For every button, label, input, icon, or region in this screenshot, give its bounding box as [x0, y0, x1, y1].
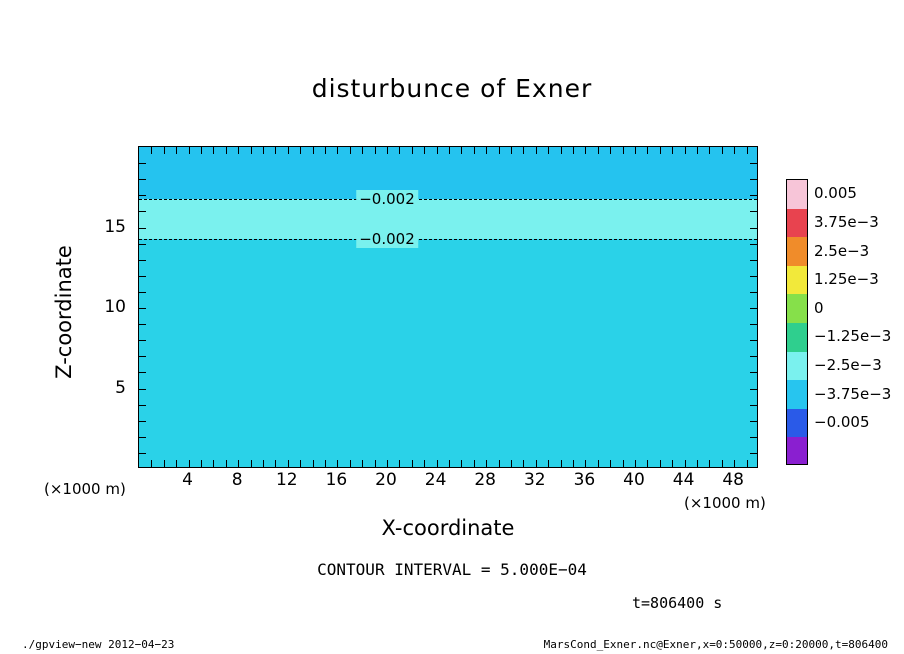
axis-tick [300, 460, 301, 467]
contour-value-label: −0.002 [356, 190, 418, 208]
axis-tick [449, 147, 450, 154]
axis-tick [437, 147, 438, 154]
axis-tick [474, 460, 475, 467]
x-tick-label: 8 [231, 470, 243, 490]
axis-tick [176, 147, 177, 154]
axis-tick [139, 260, 146, 261]
axis-tick [610, 147, 611, 154]
axis-tick [561, 460, 562, 467]
axis-tick [387, 460, 388, 467]
x-tick-label: 16 [325, 470, 348, 490]
axis-tick [750, 308, 757, 309]
axis-tick [623, 147, 624, 154]
axis-tick [750, 276, 757, 277]
x-axis-units: (×1000 m) [684, 494, 766, 512]
axis-tick [561, 147, 562, 154]
x-axis-label: X-coordinate [381, 516, 515, 540]
axis-tick [461, 147, 462, 154]
axis-tick [424, 460, 425, 467]
axis-tick [139, 340, 146, 341]
axis-tick [598, 147, 599, 154]
axis-tick [660, 460, 661, 467]
contour-interval-label: CONTOUR INTERVAL = 5.000E−04 [317, 560, 587, 579]
y-tick-label: 5 [115, 377, 126, 398]
axis-tick [139, 163, 146, 164]
axis-tick [660, 147, 661, 154]
axis-tick [585, 460, 586, 467]
colorbar-tick-label: 3.75e−3 [814, 212, 879, 231]
axis-tick [709, 460, 710, 467]
axis-tick [263, 147, 264, 154]
axis-tick [275, 147, 276, 154]
colorbar-tick-label: 1.25e−3 [814, 270, 879, 289]
x-tick-label: 44 [672, 470, 695, 490]
axis-tick [375, 147, 376, 154]
colorbar-tick-label: −0.005 [814, 413, 870, 432]
axis-tick [399, 147, 400, 154]
axis-tick [734, 147, 735, 154]
colorbar-tick-label: −1.25e−3 [814, 327, 892, 346]
axis-tick [635, 460, 636, 467]
axis-tick [189, 147, 190, 154]
axis-tick [573, 147, 574, 154]
axis-tick [536, 460, 537, 467]
axis-tick [288, 147, 289, 154]
axis-tick [672, 460, 673, 467]
axis-tick [750, 179, 757, 180]
axis-tick [449, 460, 450, 467]
axis-tick [750, 324, 757, 325]
y-tick-label: 10 [104, 297, 126, 317]
axis-tick [511, 147, 512, 154]
axis-tick [362, 460, 363, 467]
axis-tick [337, 460, 338, 467]
contour-line [139, 239, 757, 240]
axis-tick [437, 460, 438, 467]
x-tick-label: 24 [424, 470, 447, 490]
x-tick-label: 4 [182, 470, 194, 490]
colorbar-cell [787, 266, 807, 295]
axis-tick [598, 460, 599, 467]
axis-tick [151, 460, 152, 467]
axis-tick [139, 276, 146, 277]
axis-tick [623, 460, 624, 467]
contour-band [139, 147, 757, 199]
axis-tick [251, 147, 252, 154]
axis-tick [412, 147, 413, 154]
axis-tick [750, 228, 757, 229]
footer-right-text: MarsCond_Exner.nc@Exner,x=0:50000,z=0:20000,t=806400 [543, 638, 888, 651]
axis-tick [176, 460, 177, 467]
axis-tick [139, 211, 146, 212]
axis-tick [139, 179, 146, 180]
colorbar-cell [787, 352, 807, 381]
z-axis-units: (×1000 m) [44, 480, 126, 498]
axis-tick [734, 460, 735, 467]
axis-tick [750, 437, 757, 438]
axis-tick [486, 460, 487, 467]
axis-tick [536, 147, 537, 154]
axis-tick [750, 195, 757, 196]
axis-tick [750, 260, 757, 261]
y-tick-label: 15 [104, 216, 126, 237]
axis-tick [511, 460, 512, 467]
axis-tick [722, 460, 723, 467]
axis-tick [337, 147, 338, 154]
axis-tick [139, 453, 146, 454]
axis-tick [709, 147, 710, 154]
axis-tick [585, 147, 586, 154]
axis-tick [548, 460, 549, 467]
axis-tick [750, 453, 757, 454]
axis-tick [424, 147, 425, 154]
axis-tick [226, 147, 227, 154]
axis-tick [139, 356, 146, 357]
axis-tick [499, 147, 500, 154]
axis-tick [139, 421, 146, 422]
axis-tick [189, 460, 190, 467]
axis-tick [139, 195, 146, 196]
axis-tick [685, 147, 686, 154]
axis-tick [387, 147, 388, 154]
axis-tick [151, 147, 152, 154]
colorbar-tick-label: 0 [814, 298, 824, 317]
axis-tick [635, 147, 636, 154]
time-label: t=806400 s [632, 594, 723, 612]
axis-tick [164, 147, 165, 154]
axis-tick [139, 308, 146, 309]
colorbar-cell [787, 437, 807, 465]
axis-tick [750, 421, 757, 422]
axis-tick [213, 460, 214, 467]
axis-tick [750, 340, 757, 341]
axis-tick [139, 244, 146, 245]
axis-tick [139, 228, 146, 229]
contour-band [139, 199, 757, 239]
axis-tick [288, 460, 289, 467]
x-tick-label: 36 [573, 470, 596, 490]
axis-tick [238, 460, 239, 467]
colorbar-tick-label: 0.005 [814, 184, 857, 203]
footer-left-text: ./gpview−new 2012−04−23 [22, 638, 175, 651]
axis-tick [325, 460, 326, 467]
axis-tick [275, 460, 276, 467]
axis-tick [362, 147, 363, 154]
axis-tick [213, 147, 214, 154]
axis-tick [647, 460, 648, 467]
axis-tick [201, 460, 202, 467]
axis-tick [750, 211, 757, 212]
contour-value-label: −0.002 [356, 230, 418, 248]
axis-tick [672, 147, 673, 154]
axis-tick [685, 460, 686, 467]
axis-tick [139, 324, 146, 325]
axis-tick [474, 147, 475, 154]
axis-tick [226, 460, 227, 467]
axis-tick [573, 460, 574, 467]
colorbar-cell [787, 180, 807, 209]
axis-tick [238, 147, 239, 154]
axis-tick [750, 389, 757, 390]
x-tick-label: 40 [623, 470, 645, 490]
colorbar-cell [787, 209, 807, 238]
colorbar-cell [787, 380, 807, 409]
contour-band [139, 239, 757, 468]
axis-tick [313, 460, 314, 467]
colorbar-cell [787, 323, 807, 352]
axis-tick [139, 405, 146, 406]
axis-tick [697, 460, 698, 467]
axis-tick [139, 292, 146, 293]
colorbar-cell [787, 237, 807, 266]
plot-area [138, 146, 758, 468]
axis-tick [499, 460, 500, 467]
axis-tick [139, 437, 146, 438]
axis-tick [263, 460, 264, 467]
axis-tick [164, 460, 165, 467]
axis-tick [139, 372, 146, 373]
x-tick-label: 32 [523, 470, 546, 490]
axis-tick [412, 460, 413, 467]
axis-tick [750, 372, 757, 373]
axis-tick [251, 460, 252, 467]
x-tick-label: 48 [722, 470, 745, 490]
axis-tick [350, 460, 351, 467]
axis-tick [750, 244, 757, 245]
axis-tick [647, 147, 648, 154]
axis-tick [747, 460, 748, 467]
chart-title: disturbunce of Exner [311, 74, 593, 103]
axis-tick [523, 460, 524, 467]
axis-tick [350, 147, 351, 154]
colorbar-cell [787, 409, 807, 438]
axis-tick [325, 147, 326, 154]
axis-tick [201, 147, 202, 154]
colorbar-tick-label: −2.5e−3 [814, 355, 882, 374]
x-tick-label: 12 [275, 470, 298, 490]
colorbar-cell [787, 294, 807, 323]
axis-tick [750, 292, 757, 293]
x-tick-label: 28 [474, 470, 497, 490]
axis-tick [375, 460, 376, 467]
axis-tick [750, 163, 757, 164]
axis-tick [697, 147, 698, 154]
axis-tick [300, 147, 301, 154]
axis-tick [486, 147, 487, 154]
colorbar [786, 179, 808, 465]
axis-tick [523, 147, 524, 154]
axis-tick [399, 460, 400, 467]
axis-tick [139, 389, 146, 390]
axis-tick [750, 405, 757, 406]
axis-tick [313, 147, 314, 154]
colorbar-tick-label: −3.75e−3 [814, 384, 892, 403]
axis-tick [747, 147, 748, 154]
axis-tick [548, 147, 549, 154]
y-axis-label: Z-coordinate [52, 245, 76, 379]
axis-tick [610, 460, 611, 467]
axis-tick [461, 460, 462, 467]
axis-tick [750, 356, 757, 357]
contour-line [139, 199, 757, 200]
colorbar-tick-label: 2.5e−3 [814, 241, 870, 260]
x-tick-label: 20 [375, 470, 397, 490]
axis-tick [722, 147, 723, 154]
